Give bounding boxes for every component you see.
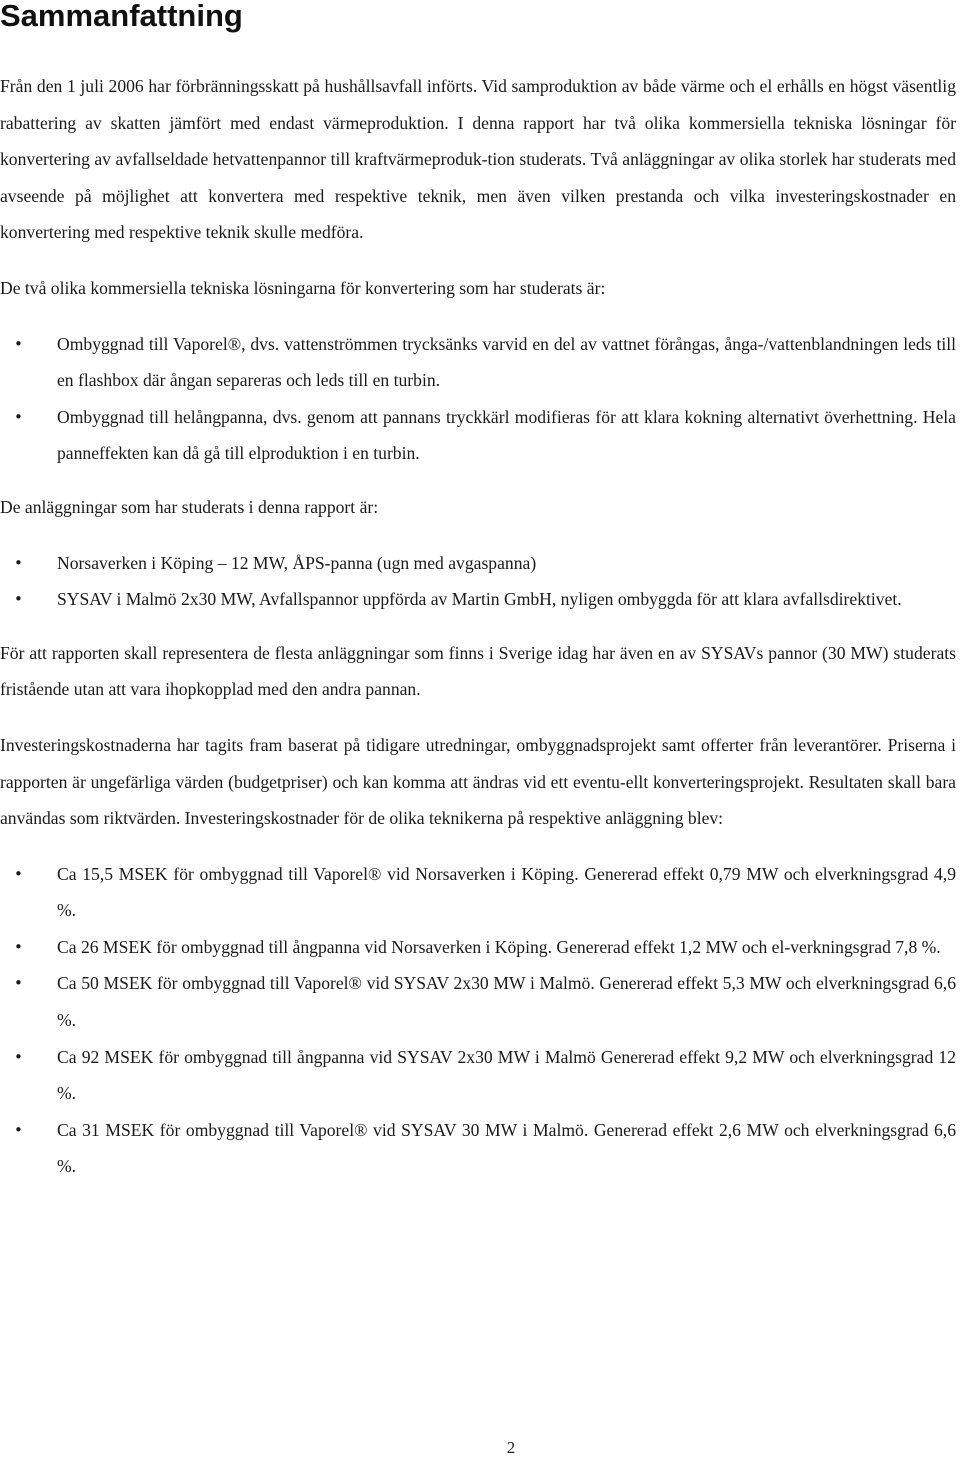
list-item-text: SYSAV i Malmö 2x30 MW, Avfallspannor uppförda av Martin GmbH, nyligen ombyggda för att klara avfallsdirektivet. — [57, 589, 902, 610]
bullet-icon: • — [14, 974, 23, 993]
list-item — [0, 581, 956, 618]
list-item-text: Ombyggnad till helångpanna, dvs. genom att pannans tryckkärl modifieras för att klara kokning alternativt överhettning. Hela panneffekten kan då gå till elproduktion i en turbin. — [57, 406, 956, 464]
costs-paragraph: Investeringskostnaderna har tagits fram baserat på tidigare utredningar, ombyggnadsprojekt samt offerter från leverantörer. Priserna i rapporten är ungefärliga värden (budgetpriser) och kan komma att ändras vid ett eventu-ellt konverteringsprojekt. Resultaten skall bara användas som riktvärden. Investeringskostnader för de olika teknikerna på respektive anläggning blev: — [0, 734, 956, 829]
list-item-text: Ca 26 MSEK för ombyggnad till ångpanna vid Norsaverken i Köping. Genererad effekt 1,2 MW och el-verkningsgrad 7,8 %. — [57, 936, 941, 957]
bullet-icon: • — [14, 864, 23, 883]
list-item — [0, 399, 956, 472]
list-item-text: Ca 15,5 MSEK för ombyggnad till Vaporel® vid Norsaverken i Köping. Genererad effekt 0,79 MW och elverkningsgrad 4,9 %. — [57, 863, 956, 921]
costs-list — [0, 856, 956, 1185]
representation-paragraph: För att rapporten skall representera de flesta anläggningar som finns i Sverige idag har även en av SYSAVs pannor (30 MW) studerats fristående utan att vara ihopkopplad med den andra pannan. — [0, 642, 956, 700]
list-item — [0, 545, 956, 582]
list-item-text: Norsaverken i Köping – 12 MW, ÅPS-panna (ugn med avgaspanna) — [57, 552, 537, 573]
plants-heading: De anläggningar som har studerats i denna rapport är: — [0, 496, 379, 517]
list-item-text: Ca 31 MSEK för ombyggnad till Vaporel® vid SYSAV 30 MW i Malmö. Genererad effekt 2,6 MW och elverkningsgrad 6,6 %. — [57, 1119, 956, 1177]
bullet-icon: • — [14, 407, 23, 426]
bullet-icon: • — [14, 590, 23, 609]
list-item-text: Ombyggnad till Vaporel®, dvs. vattenströmmen trycksänks varvid en del av vattnet förångas, ånga-/vattenblandningen leds till en flashbox där ångan separeras och leds till en turbin. — [57, 333, 956, 391]
page-number: 2 — [506, 1438, 516, 1457]
list-item-text: Ca 50 MSEK för ombyggnad till Vaporel® vid SYSAV 2x30 MW i Malmö. Genererad effekt 5,3 MW och elverkningsgrad 6,6 %. — [57, 973, 956, 1031]
bullet-icon: • — [14, 334, 23, 353]
bullet-icon: • — [14, 1047, 23, 1066]
bullet-icon: • — [14, 937, 23, 956]
list-item — [0, 965, 956, 1038]
list-item — [0, 929, 956, 966]
bullet-icon: • — [14, 1120, 23, 1139]
plants-list — [0, 545, 956, 618]
list-item-text: Ca 92 MSEK för ombyggnad till ångpanna vid SYSAV 2x30 MW i Malmö Genererad effekt 9,2 MW och elverkningsgrad 12 %. — [57, 1046, 956, 1104]
list-item — [0, 856, 956, 929]
list-item — [0, 1112, 956, 1185]
intro-paragraph: Från den 1 juli 2006 har förbränningsskatt på hushållsavfall införts. Vid samproduktion av både värme och el erhålls en högst väsentlig rabattering av skatten jämfört med endast värmeproduktion. I denna rapport har två olika kommersiella tekniska lösningar för konvertering av avfallseldade hetvattenpannor till kraftvärmeproduk-tion studerats. Två anläggningar av olika storlek har studerats med avseende på möjlighet att konvertera med respektive teknik, men även vilken prestanda och vilka investeringskostnader en konvertering med respektive teknik skulle medföra. — [0, 76, 956, 243]
page-title: Sammanfattning — [0, 0, 243, 33]
document-body — [0, 68, 956, 1204]
list-item — [0, 326, 956, 399]
solutions-list — [0, 326, 956, 472]
bullet-icon: • — [14, 553, 23, 572]
list-item — [0, 1039, 956, 1112]
solutions-heading: De två olika kommersiella tekniska lösningarna för konvertering som har studerats är: — [0, 277, 606, 298]
